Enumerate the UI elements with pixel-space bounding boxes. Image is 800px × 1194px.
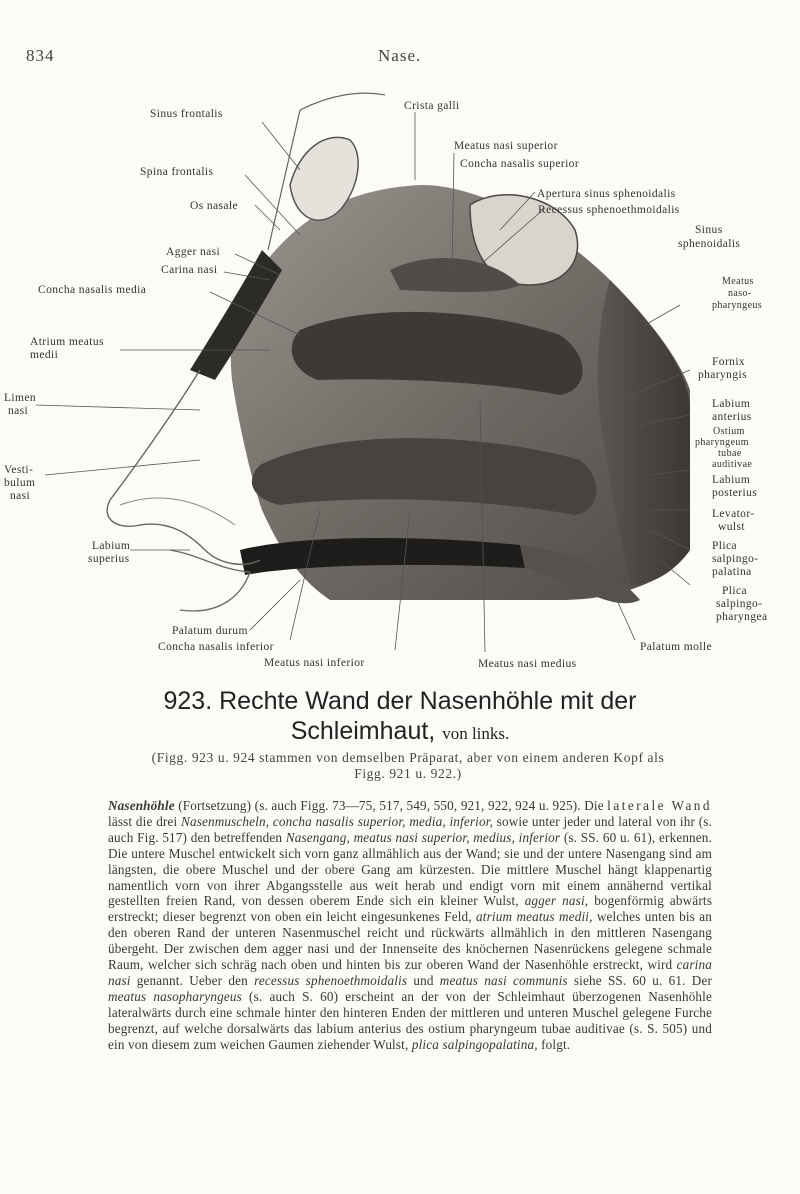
term-plica: plica salpingopalatina, bbox=[411, 1036, 538, 1052]
figure-note bbox=[108, 750, 708, 782]
text-3: lässt die drei bbox=[108, 813, 182, 829]
label-agger-nasi: Agger nasi bbox=[166, 246, 221, 258]
term-nasenmuscheln: Nasenmuscheln, concha nasalis superior, media, inferior, bbox=[181, 813, 493, 829]
skull-outline bbox=[300, 93, 385, 110]
term-nasengang: Nasengang, meatus nasi superior, medius, inferior bbox=[285, 829, 561, 845]
label-atrium-1: Atrium meatus bbox=[30, 336, 104, 348]
label-meatus-superior: Meatus nasi superior bbox=[454, 140, 558, 152]
vestibulum-area bbox=[120, 498, 235, 525]
label-labium-ant-1: Labium bbox=[712, 398, 751, 410]
label-carina-nasi: Carina nasi bbox=[161, 264, 218, 276]
body-paragraph bbox=[108, 798, 712, 1053]
label-meatus-naso-1: Meatus bbox=[722, 276, 754, 287]
caption-title-line-1: Rechte Wand der Nasenhöhle mit der bbox=[219, 687, 637, 715]
label-vestibulum-2: bulum bbox=[4, 477, 36, 489]
label-vestibulum-3: nasi bbox=[10, 490, 31, 502]
label-labium-post-1: Labium bbox=[712, 474, 751, 486]
label-labium-sup-2: superius bbox=[88, 553, 130, 565]
label-recessus: Recessus sphenoethmoidalis bbox=[538, 204, 680, 216]
running-title: Nase. bbox=[378, 46, 422, 65]
term-laterale-wand: laterale Wand bbox=[607, 798, 712, 813]
label-palatum-durum: Palatum durum bbox=[172, 625, 248, 637]
text-11: welches unten bis an den oberen Rand der unteren Nasenmuschel reicht und rückwärts allmählich in den mittleren Nasengang übergeht. Der zwischen dem agger nasi und der Innenseite des knöchernen Nasenrückens gelegene schmale Raum, welcher sich schräg nach oben und hinten bis zur oberen Wand der Nasenhöhle erstreckt, wird bbox=[108, 909, 712, 973]
label-os-nasale: Os nasale bbox=[190, 200, 238, 212]
label-concha-media: Concha nasalis media bbox=[38, 284, 147, 296]
label-vestibulum-1: Vesti- bbox=[4, 464, 34, 476]
label-labium-ant-2: anterius bbox=[712, 411, 752, 423]
label-plica-sp-2: salpingo- bbox=[712, 553, 759, 565]
label-meatus-naso-3: pharyngeus bbox=[712, 300, 763, 311]
label-plica-sp-1: Plica bbox=[712, 540, 737, 552]
label-labium-sup-1: Labium bbox=[92, 540, 131, 552]
label-plica-sph-2: salpingo- bbox=[716, 598, 763, 610]
text-15: und bbox=[407, 972, 440, 988]
text-13: genannt. Ueber den bbox=[130, 972, 255, 988]
label-limen-2: nasi bbox=[8, 405, 29, 417]
text-19: (s. auch S. 60) erscheint an der von der Schleimhaut überzogenen Nasenhöhle lateralwärts durch eine schmale hinter den hinteren Enden der mittleren und unteren Muschel gelegene Furche begrenzt, auf welche dorsalwärts das labium anterius des ostium pharyngeum tubae auditivae (s. S. 505) und ein von diesem zum weichen Gaumen ziehender Wulst, bbox=[108, 988, 712, 1052]
anatomical-figure bbox=[0, 80, 800, 680]
label-plica-sph-3: pharyngea bbox=[716, 611, 768, 623]
caption-number: 923. bbox=[163, 687, 213, 715]
label-fornix-1: Fornix bbox=[712, 356, 746, 368]
nasal-cavity-illustration bbox=[0, 80, 800, 680]
label-crista-galli: Crista galli bbox=[404, 100, 460, 112]
lead-term: Nasenhöhle bbox=[108, 798, 175, 813]
text-21: folgt. bbox=[537, 1036, 571, 1052]
label-fornix-2: pharyngis bbox=[698, 369, 747, 381]
term-meatus-communis: meatus nasi communis bbox=[439, 972, 568, 988]
label-ostium-4: auditivae bbox=[712, 459, 753, 470]
label-meatus-inferior: Meatus nasi inferior bbox=[264, 657, 365, 669]
label-plica-sph-1: Plica bbox=[722, 585, 747, 597]
label-limen-1: Limen bbox=[4, 392, 37, 404]
page-number: 834 bbox=[26, 46, 55, 65]
upper-lip bbox=[170, 550, 250, 611]
label-ostium-1: Ostium bbox=[713, 426, 745, 437]
label-sinus-sphenoidalis-2: sphenoidalis bbox=[678, 238, 741, 250]
term-carina-nasi: carina nasi bbox=[108, 957, 712, 988]
label-spina-frontalis: Spina frontalis bbox=[140, 166, 214, 178]
term-atrium: atrium meatus medii, bbox=[476, 909, 593, 925]
term-recessus: recessus sphenoethmoidalis bbox=[254, 972, 408, 988]
text-5: sowie unter jeder und lateral von ihr (s. auch Fig. 517) den betreffenden bbox=[108, 813, 712, 845]
label-palatum-molle: Palatum molle bbox=[640, 641, 712, 653]
label-sinus-sphenoidalis-1: Sinus bbox=[695, 224, 723, 236]
label-ostium-2: pharyngeum bbox=[695, 437, 749, 448]
term-agger-nasi: agger nasi, bbox=[524, 893, 589, 909]
label-atrium-2: medii bbox=[30, 349, 59, 361]
text-7: (s. SS. 60 u. 61), erkennen. Die untere Muschel entwickelt sich vorn ganz allmählich aus der Wand; sie und der untere Nasengang sind am längsten, die obere Muschel und der obere Gang am kürzesten. Die mittlere Muschel hängt klappenartig namentlich vorn von ihrer Abgangsstelle aus weit herab und endigt vorn mit einem annähernd vertikal gestellten freien Rand, von dessen oberem Ende sich ein kleiner Wulst, bbox=[108, 829, 712, 909]
term-meatus-nasopharyngeus: meatus nasopharyngeus bbox=[108, 988, 242, 1004]
caption-from: von links. bbox=[442, 724, 510, 743]
label-plica-sp-3: palatina bbox=[712, 566, 752, 578]
text-17: siehe SS. 60 u. 61. Der bbox=[567, 972, 712, 988]
text-9: bogenförmig abwärts erstreckt; dieser begrenzt von oben ein leicht eingesunkenes Feld, bbox=[108, 893, 712, 925]
figure-caption bbox=[0, 686, 800, 749]
label-concha-superior: Concha nasalis superior bbox=[460, 158, 580, 170]
caption-line-2 bbox=[0, 716, 800, 749]
label-meatus-medius: Meatus nasi medius bbox=[478, 658, 577, 670]
caption-line-1 bbox=[0, 686, 800, 716]
label-labium-post-2: posterius bbox=[712, 487, 758, 499]
label-meatus-naso-2: naso- bbox=[728, 288, 752, 299]
label-apertura-sinus: Apertura sinus sphenoidalis bbox=[537, 188, 676, 200]
label-levator-1: Levator- bbox=[712, 508, 755, 520]
text-1: (Fortsetzung) (s. auch Figg. 73—75, 517, 549, 550, 921, 922, 924 u. 925). Die bbox=[174, 798, 608, 813]
note-line-1: (Figg. 923 u. 924 stammen von demselben Präparat, aber von einem anderen Kopf als bbox=[151, 750, 665, 765]
note-line-2: Figg. 921 u. 922.) bbox=[354, 766, 462, 781]
label-levator-2: wulst bbox=[718, 521, 745, 533]
caption-title-line-2: Schleimhaut, bbox=[290, 717, 436, 745]
label-ostium-3: tubae bbox=[718, 448, 742, 459]
label-concha-inferior: Concha nasalis inferior bbox=[158, 641, 274, 653]
label-sinus-frontalis: Sinus frontalis bbox=[150, 108, 223, 120]
